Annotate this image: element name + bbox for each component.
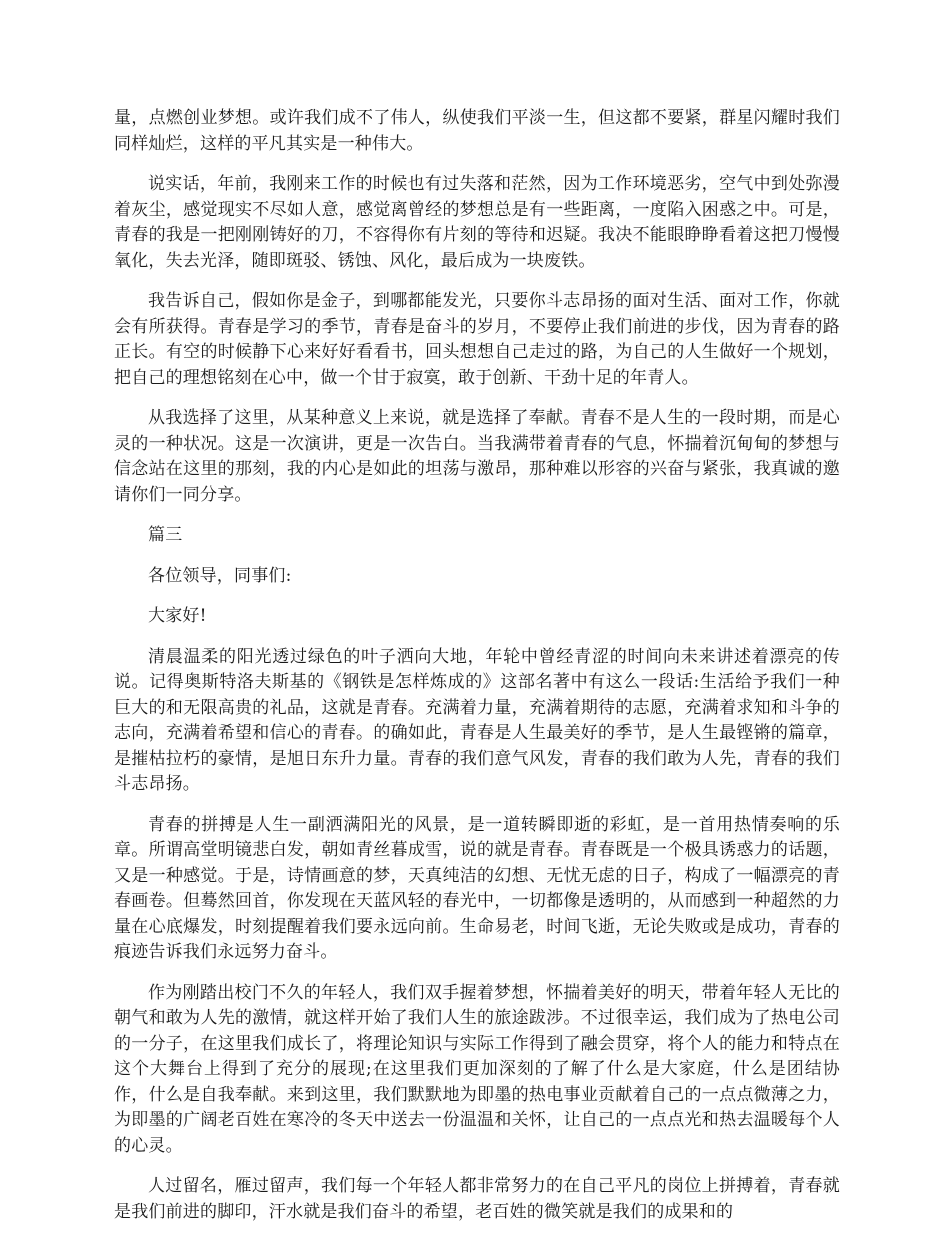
document-body <box>114 106 840 1240</box>
paragraph: 我告诉自己，假如你是金子，到哪都能发光，只要你斗志昂扬的面对生活、面对工作，你就会有所获得。青春是学习的季节，青春是奋斗的岁月，不要停止我们前进的步伐，因为青春的路正长。有空的时候静下心来好好看看书，回头想想自己走过的路，为自己的人生做好一个规划，把自己的理想铭刻在心中，做一个甘于寂寞，敢于创新、干劲十足的年青人。 <box>114 291 840 388</box>
greeting: 大家好! <box>148 606 207 626</box>
section-heading: 篇三 <box>148 525 183 545</box>
paragraph: 清晨温柔的阳光透过绿色的叶子洒向大地，年轮中曾经青涩的时间向未来讲述着漂亮的传说。记得奥斯特洛夫斯基的《钢铁是怎样炼成的》这部名著中有这么一段话:生活给予我们一种巨大的和无限高贵的礼品，这就是青春。充满着力量，充满着期待的志愿，充满着求知和斗争的志向，充满着希望和信心的青春。的确如此，青春是人生最美好的季节，是人生最铿锵的篇章，是摧枯拉朽的豪情，是旭日东升力量。青春的我们意气风发，青春的我们敢为人先，青春的我们斗志昂扬。 <box>114 646 840 794</box>
paragraph: 作为刚踏出校门不久的年轻人，我们双手握着梦想，怀揣着美好的明天，带着年轻人无比的朝气和敢为人先的激情，就这样开始了我们人生的旅途跋涉。不过很幸运，我们成为了热电公司的一分子，在这里我们成长了，将理论知识与实际工作得到了融会贯穿，将个人的能力和特点在这个大舞台上得到了充分的展现;在这里我们更加深刻的了解了什么是大家庭，什么是团结协作，什么是自我奉献。来到这里，我们默默地为即墨的热电事业贡献着自己的一点点微薄之力，为即墨的广阔老百姓在寒冷的冬天中送去一份温温和关怀，让自己的一点点光和热去温暖每个人的心灵。 <box>114 982 840 1156</box>
paragraph: 青春的拼搏是人生一副洒满阳光的风景，是一道转瞬即逝的彩虹，是一首用热情奏响的乐章。所谓高堂明镜悲白发，朝如青丝暮成雪，说的就是青春。青春既是一个极具诱惑力的话题，又是一种感觉。于是，诗情画意的梦，天真纯洁的幻想、无忧无虑的日子，构成了一幅漂亮的青春画卷。但蓦然回首，你发现在天蓝风轻的春光中，一切都像是透明的，从而感到一种超然的力量在心底爆发，时刻提醒着我们要永远向前。生命易老，时间飞逝，无论失败或是成功，青春的痕迹告诉我们永远努力奋斗。 <box>114 814 840 962</box>
paragraph-continuation: 量，点燃创业梦想。或许我们成不了伟人，纵使我们平淡一生，但这都不要紧，群星闪耀时我们同样灿烂，这样的平凡其实是一种伟大。 <box>114 108 840 154</box>
paragraph: 说实话，年前，我刚来工作的时候也有过失落和茫然，因为工作环境恶劣，空气中到处弥漫着灰尘，感觉现实不尽如人意，感觉离曾经的梦想总是有一些距离，一度陷入困惑之中。可是，青春的我是一把刚刚铸好的刀，不容得你有片刻的等待和迟疑。我决不能眼睁睁看着这把刀慢慢氧化，失去光泽，随即斑驳、锈蚀、风化，最后成为一块废铁。 <box>114 174 840 271</box>
paragraph: 人过留名，雁过留声，我们每一个年轻人都非常努力的在自己平凡的岗位上拼搏着，青春就是我们前进的脚印，汗水就是我们奋斗的希望，老百姓的微笑就是我们的成果和的 <box>114 1176 840 1222</box>
paragraph: 从我选择了这里，从某种意义上来说，就是选择了奉献。青春不是人生的一段时期，而是心灵的一种状况。这是一次演讲，更是一次告白。当我满带着青春的气息，怀揣着沉甸甸的梦想与信念站在这里的那刻，我的内心是如此的坦荡与激昂，那种难以形容的兴奋与紧张，我真诚的邀请你们一同分享。 <box>114 408 840 505</box>
salutation: 各位领导，同事们: <box>148 565 292 586</box>
